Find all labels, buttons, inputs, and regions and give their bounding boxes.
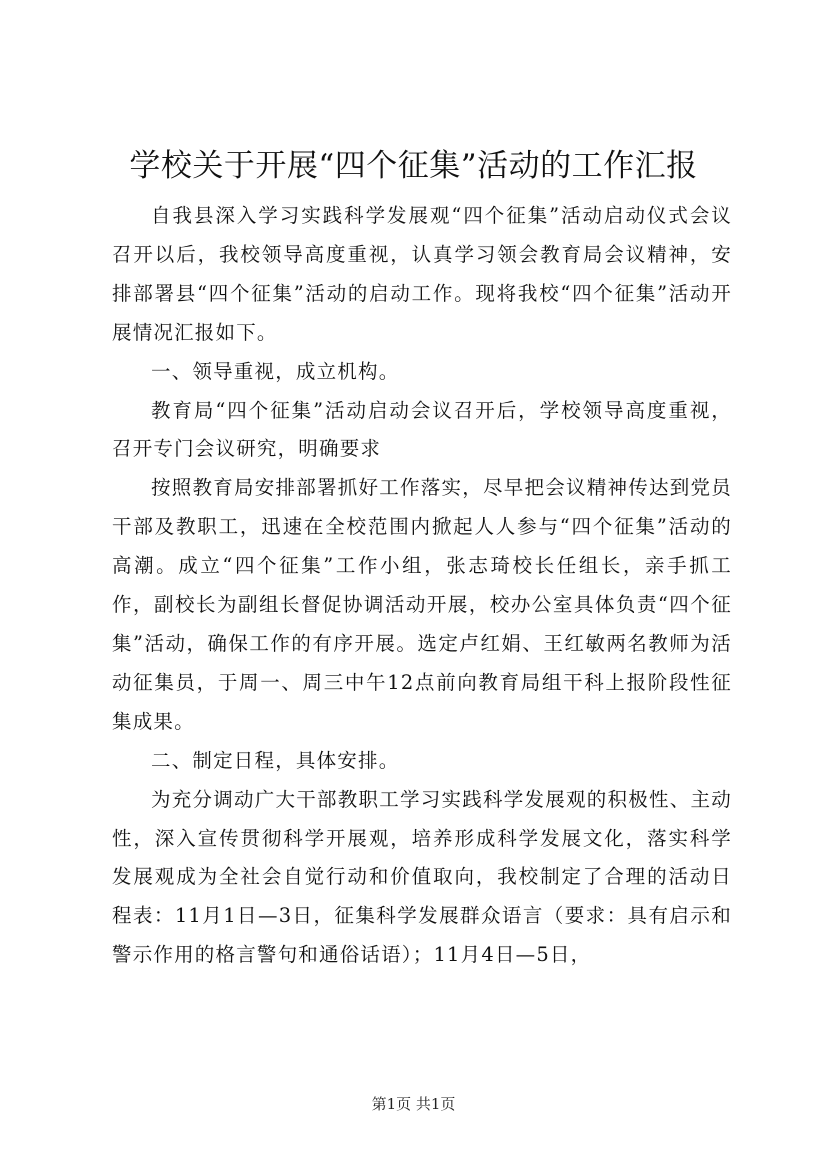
section-heading-2: 二、制定日程，具体安排。	[151, 748, 400, 772]
paragraph-intro: 自我县深入学习实践科学发展观“四个征集”活动启动仪式会议召开以后，我校领导高度重视，认真学习领会教育局会议精神，安排部署县“四个征集”活动的启动工作。现将我校“四个征集”活动开展情况汇报如下。	[112, 204, 732, 344]
page-number-footer: 第1页 共1页	[371, 1095, 456, 1113]
section-heading-1: 一、领导重视，成立机构。	[151, 359, 400, 383]
document-body	[112, 197, 732, 975]
paragraph-schedule: 为充分调动广大干部教职工学习实践科学发展观的积极性、主动性，深入宣传贯彻科学开展观，培养形成科学发展文化，落实科学发展观成为全社会自觉行动和价值取向，我校制定了合理的活动日程表：11月1日—3日，征集科学发展群众语言（要求：具有启示和警示作用的格言警句和通俗话语）；11月4日—5日，	[112, 787, 732, 967]
paragraph-leadership: 教育局“四个征集”活动启动会议召开后，学校领导高度重视，召开专门会议研究，明确要求	[112, 398, 732, 461]
paragraph-organization: 按照教育局安排部署抓好工作落实，尽早把会议精神传达到党员干部及教职工，迅速在全校范围内掀起人人参与“四个征集”活动的高潮。成立“四个征集”工作小组，张志琦校长任组长，亲手抓工作，副校长为副组长督促协调活动开展，校办公室具体负责“四个征集”活动，确保工作的有序开展。选定卢红娟、王红敏两名教师为活动征集员，于周一、周三中午12点前向教育局组干科上报阶段性征集成果。	[112, 476, 732, 733]
document-title: 学校关于开展“四个征集”活动的工作汇报	[129, 148, 698, 184]
